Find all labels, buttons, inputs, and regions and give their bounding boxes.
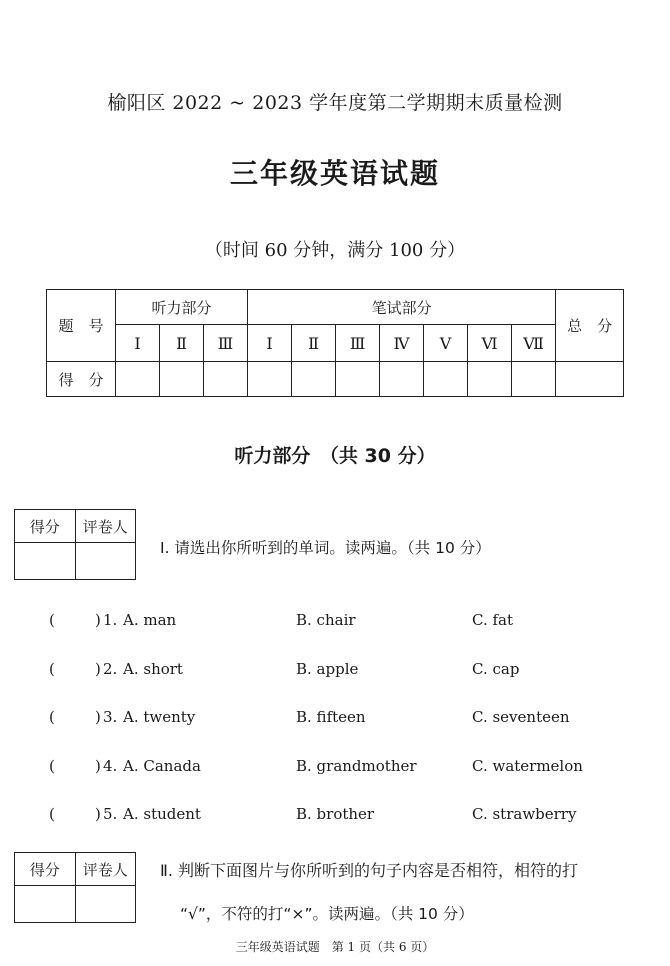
option-b: B. fifteen [296, 708, 366, 726]
listening-col-2: Ⅱ [160, 325, 204, 362]
grader-score-label: 得分 [15, 853, 76, 886]
writing-col-1: Ⅰ [248, 325, 292, 362]
score-table-writing-header: 笔试部分 [248, 290, 556, 325]
score-cell[interactable] [512, 362, 556, 397]
answer-paren-open: ( [49, 611, 55, 629]
grader-box [14, 852, 136, 923]
score-cell[interactable] [116, 362, 160, 397]
option-b: B. brother [296, 805, 375, 823]
listening-col-3: Ⅲ [204, 325, 248, 362]
answer-paren-open: ( [49, 708, 55, 726]
exam-header: 榆阳区 2022 ~ 2023 学年度第二学期期末质量检测 [107, 92, 563, 114]
score-cell[interactable] [468, 362, 512, 397]
question-row [0, 708, 670, 732]
question-number: 3. [103, 708, 118, 726]
option-a: A. twenty [123, 708, 196, 726]
total-score-cell[interactable] [556, 362, 624, 397]
score-cell[interactable] [336, 362, 380, 397]
option-a: A. man [123, 611, 177, 629]
grader-name-label: 评卷人 [75, 853, 136, 886]
answer-paren-open: ( [49, 660, 55, 678]
page-title: 三年级英语试题 [229, 157, 440, 190]
answer-paren-close: ) [95, 805, 101, 823]
writing-col-5: Ⅴ [424, 325, 468, 362]
grader-name-cell[interactable] [75, 886, 136, 923]
answer-paren-open: ( [49, 757, 55, 775]
score-cell[interactable] [204, 362, 248, 397]
question-number: 1. [103, 611, 118, 629]
question-row [0, 805, 670, 829]
score-table-items-label: 题 号 [47, 290, 116, 362]
answer-paren-close: ) [95, 611, 101, 629]
part2-instruction: Ⅱ. 判断下面图片与你所听到的句子内容是否相符，相符的打 [160, 861, 579, 880]
score-cell[interactable] [248, 362, 292, 397]
grader-box [14, 509, 136, 580]
answer-paren-open: ( [49, 805, 55, 823]
part1-instruction: Ⅰ. 请选出你所听到的单词。读两遍。（共 10 分） [160, 539, 491, 557]
score-table [46, 289, 624, 397]
question-number: 2. [103, 660, 118, 678]
score-table-listening-header: 听力部分 [116, 290, 248, 325]
answer-paren-close: ) [95, 660, 101, 678]
option-c: C. fat [472, 611, 514, 629]
listening-col-1: Ⅰ [116, 325, 160, 362]
writing-col-6: Ⅵ [468, 325, 512, 362]
option-a: A. student [123, 805, 201, 823]
question-number: 4. [103, 757, 118, 775]
writing-col-4: Ⅳ [380, 325, 424, 362]
exam-subtitle: （时间 60 分钟，满分 100 分） [204, 240, 466, 261]
score-cell[interactable] [424, 362, 468, 397]
section-heading: 听力部分 （共 30 分） [234, 445, 436, 467]
grader-score-label: 得分 [15, 510, 76, 543]
option-a: A. Canada [123, 757, 201, 775]
answer-paren-close: ) [95, 757, 101, 775]
writing-col-7: Ⅶ [512, 325, 556, 362]
score-cell[interactable] [380, 362, 424, 397]
grader-score-cell[interactable] [15, 886, 76, 923]
grader-name-cell[interactable] [75, 543, 136, 580]
page-footer: 三年级英语试题 第 1 页（共 6 页） [235, 940, 435, 954]
score-cell[interactable] [292, 362, 336, 397]
option-c: C. watermelon [472, 757, 583, 775]
question-row [0, 660, 670, 684]
option-a: A. short [123, 660, 183, 678]
option-c: C. seventeen [472, 708, 570, 726]
score-table-total-header: 总 分 [556, 290, 624, 362]
score-table-score-label: 得 分 [47, 362, 116, 397]
part2-instruction-continued: “√”，不符的打“×”。读两遍。（共 10 分） [180, 905, 474, 923]
question-row [0, 757, 670, 781]
answer-paren-close: ) [95, 708, 101, 726]
score-cell[interactable] [160, 362, 204, 397]
grader-name-label: 评卷人 [75, 510, 136, 543]
option-c: C. strawberry [472, 805, 577, 823]
question-number: 5. [103, 805, 118, 823]
option-b: B. chair [296, 611, 356, 629]
option-b: B. grandmother [296, 757, 417, 775]
question-row [0, 611, 670, 635]
writing-col-2: Ⅱ [292, 325, 336, 362]
option-c: C. cap [472, 660, 520, 678]
writing-col-3: Ⅲ [336, 325, 380, 362]
option-b: B. apple [296, 660, 359, 678]
grader-score-cell[interactable] [15, 543, 76, 580]
